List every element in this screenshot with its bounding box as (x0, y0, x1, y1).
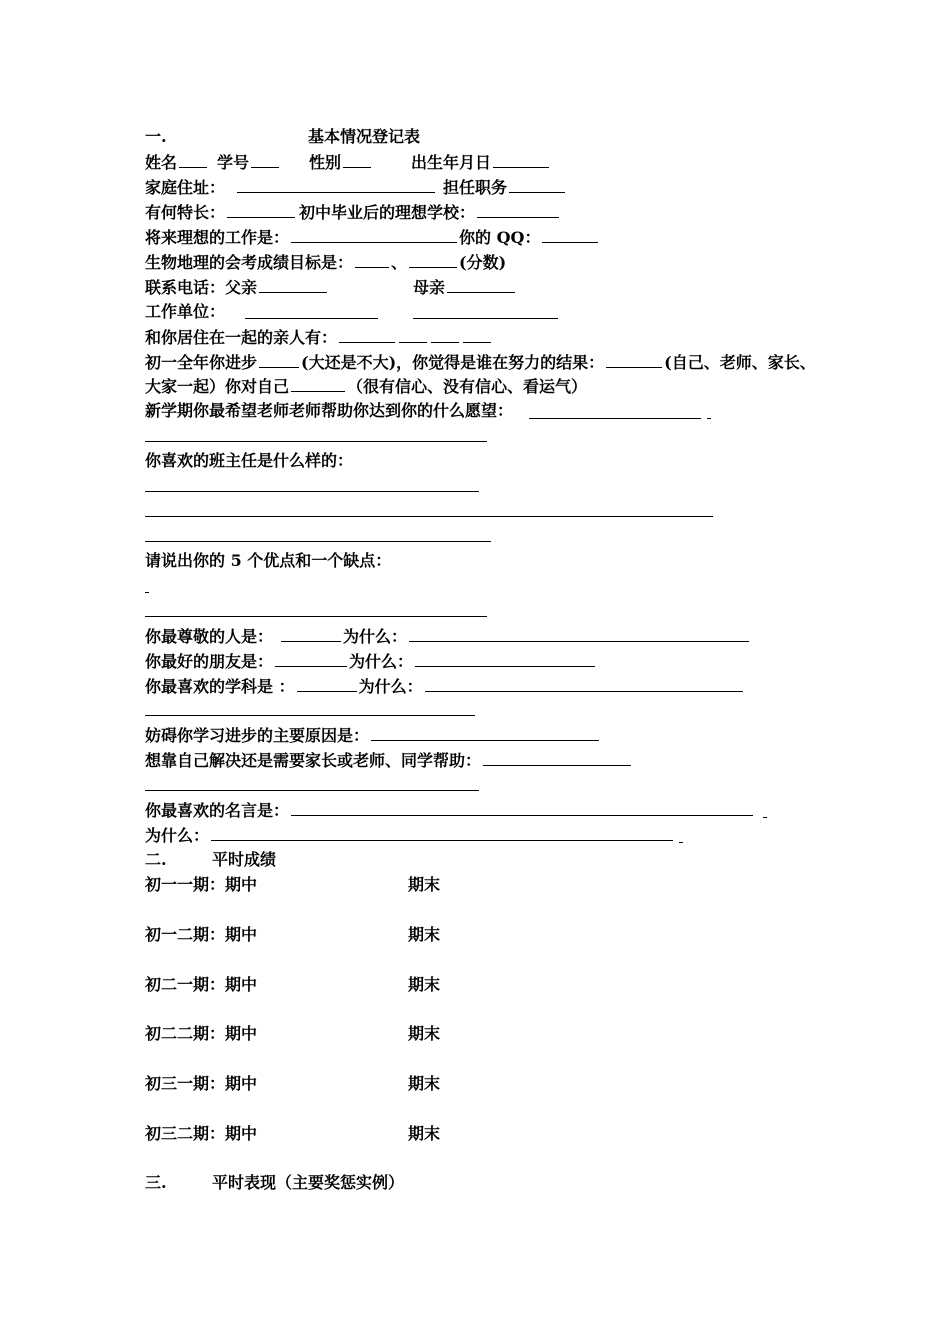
dash-mark (707, 418, 711, 419)
row-work-unit (145, 300, 225, 324)
grade-term-label: 初二二期：期中 (145, 1024, 258, 1043)
grade-term-label: 初一二期：期中 (145, 925, 258, 944)
section3-title-row (212, 1171, 404, 1195)
name-label: 姓名 (145, 153, 178, 172)
grade-row-term (145, 1072, 257, 1096)
student-id-label: 学号 (217, 153, 250, 172)
duty-field[interactable] (509, 175, 565, 193)
solve-field[interactable] (483, 748, 631, 766)
gender-label: 性别 (309, 153, 342, 172)
respect-label: 你最尊敬的人是： (145, 627, 274, 646)
wish-field[interactable] (529, 418, 701, 419)
confidence-options: （很有信心、没有信心、看运气） (347, 377, 588, 396)
quote-why-field[interactable] (211, 823, 673, 841)
talent-field[interactable] (227, 200, 295, 218)
row-job (145, 225, 600, 249)
row-family (145, 325, 493, 349)
qq-label: 你的 QQ： (459, 228, 541, 247)
merits-label: 请说出你的 5 个优点和一个缺点： (145, 551, 392, 570)
obstacle-label: 妨碍你学习进步的主要原因是： (145, 726, 370, 745)
grade-term-label: 初一一期：期中 (145, 875, 258, 894)
exam-unit: (分数) (459, 253, 507, 272)
mother-phone-label: 母亲 (413, 278, 446, 297)
section1-number: 一. (145, 127, 167, 146)
exam-separator: 、 (391, 253, 408, 272)
progress-label: 初一全年你进步 (145, 353, 258, 372)
row-subject (145, 674, 745, 698)
exam-target-label: 生物地理的会考成绩目标是： (145, 253, 354, 272)
row-progress (145, 350, 816, 374)
grade-row-term (145, 1122, 257, 1146)
grade-final-label: 期末 (408, 1074, 441, 1093)
wish-field-line-2[interactable] (145, 441, 487, 442)
grade-row-final (408, 1022, 440, 1046)
progress-field[interactable] (259, 350, 299, 368)
grade-row-term (145, 973, 257, 997)
family-field-2[interactable] (399, 325, 427, 343)
grade-row-final (408, 873, 440, 897)
row-wish (145, 399, 513, 423)
solve-label: 想靠自己解决还是需要家长或老师、同学帮助： (145, 751, 482, 770)
father-phone-label: 联系电话：父亲 (145, 278, 258, 297)
geography-score-field[interactable] (409, 250, 457, 268)
friend-why-label: 为什么： (349, 652, 414, 671)
mother-phone-field[interactable] (447, 275, 515, 293)
grade-final-label: 期末 (408, 875, 441, 894)
gender-field[interactable] (343, 150, 371, 168)
obstacle-field[interactable] (371, 723, 599, 741)
grade-row-final (408, 973, 440, 997)
friend-why-field[interactable] (415, 649, 595, 667)
grade-term-label: 初三一期：期中 (145, 1074, 258, 1093)
address-label: 家庭住址： (145, 178, 226, 197)
row-obstacle (145, 723, 601, 747)
row-friend (145, 649, 597, 673)
section3-heading (145, 1171, 167, 1195)
grade-row-term (145, 1022, 257, 1046)
row-talent (145, 200, 561, 224)
friend-field[interactable] (275, 649, 347, 667)
work-unit-label: 工作单位： (145, 302, 226, 321)
family-field-3[interactable] (431, 325, 459, 343)
teacher-field-line-2[interactable] (145, 516, 713, 517)
solve-field-line-2[interactable] (145, 790, 479, 791)
dash-mark (679, 842, 683, 843)
grade-term-label: 初三二期：期中 (145, 1124, 258, 1143)
section3-title: 平时表现（主要奖惩实例） (212, 1173, 405, 1192)
row-phone-mother (413, 275, 517, 299)
merits-field[interactable] (145, 616, 487, 617)
effort-field[interactable] (606, 350, 662, 368)
qq-field[interactable] (542, 225, 598, 243)
ideal-school-label: 初中毕业后的理想学校： (299, 203, 476, 222)
section1-title: 基本情况登记表 (308, 127, 421, 146)
friend-label: 你最好的朋友是： (145, 652, 274, 671)
grade-row-final (408, 1122, 440, 1146)
ideal-job-label: 将来理想的工作是： (145, 228, 290, 247)
row-confidence (145, 374, 587, 398)
family-label: 和你居住在一起的亲人有： (145, 328, 338, 347)
row-exam-target (145, 250, 506, 274)
ideal-job-field[interactable] (291, 225, 457, 243)
row-quote (145, 798, 755, 822)
wish-label: 新学期你最希望老师老师帮助你达到你的什么愿望： (145, 401, 514, 420)
grade-row-final (408, 923, 440, 947)
row-solve (145, 748, 633, 772)
dash-mark (763, 817, 767, 818)
family-field-1[interactable] (339, 325, 395, 343)
birthdate-label: 出生年月日 (411, 153, 492, 172)
grade-final-label: 期末 (408, 1124, 441, 1143)
quote-field[interactable] (291, 798, 753, 816)
progress-question: (大还是不大)，你觉得是谁在努力的结果： (301, 353, 605, 372)
section1-heading (145, 125, 167, 149)
respect-why-label: 为什么： (343, 627, 408, 646)
biology-score-field[interactable] (355, 250, 389, 268)
row-address (145, 175, 567, 199)
subject-field[interactable] (297, 674, 357, 692)
row-teacher (145, 449, 353, 473)
student-id-field[interactable] (251, 150, 279, 168)
name-field[interactable] (179, 150, 207, 168)
mother-work-unit-field[interactable] (413, 318, 558, 319)
father-work-unit-field[interactable] (245, 318, 378, 319)
section2-title-row (212, 848, 276, 872)
section3-number: 三. (145, 1173, 167, 1192)
subject-why-field[interactable] (425, 674, 743, 692)
address-field[interactable] (237, 175, 435, 193)
teacher-field-line-3[interactable] (145, 541, 491, 542)
grade-row-term (145, 923, 257, 947)
confidence-label: 大家一起）你对自己 (145, 377, 290, 396)
quote-why-label: 为什么： (145, 826, 210, 845)
grade-final-label: 期末 (408, 925, 441, 944)
grade-row-final (408, 1072, 440, 1096)
section2-heading (145, 848, 167, 872)
teacher-field-line-1[interactable] (145, 491, 479, 492)
row-name (145, 150, 551, 174)
section2-number: 二. (145, 850, 167, 869)
grade-final-label: 期末 (408, 975, 441, 994)
row-phone (145, 275, 329, 299)
effort-options: (自己、老师、家长、 (664, 353, 816, 372)
confidence-field[interactable] (291, 374, 345, 392)
family-field-4[interactable] (463, 325, 491, 343)
subject-why-field-line-2[interactable] (145, 715, 475, 716)
ideal-school-field[interactable] (477, 200, 559, 218)
row-merits (145, 549, 391, 573)
father-phone-field[interactable] (259, 275, 327, 293)
grade-final-label: 期末 (408, 1024, 441, 1043)
quote-label: 你最喜欢的名言是： (145, 801, 290, 820)
grade-term-label: 初二一期：期中 (145, 975, 258, 994)
grade-row-term (145, 873, 257, 897)
section1-title-row (308, 125, 420, 149)
row-respect (145, 624, 751, 648)
respect-why-field[interactable] (409, 624, 749, 642)
duty-label: 担任职务 (443, 178, 508, 197)
subject-why-label: 为什么： (358, 677, 423, 696)
birthdate-field[interactable] (493, 150, 549, 168)
section2-title: 平时成绩 (212, 850, 277, 869)
respect-field[interactable] (281, 624, 341, 642)
teacher-label: 你喜欢的班主任是什么样的： (145, 451, 354, 470)
row-quote-why (145, 823, 675, 847)
subject-label: 你最喜欢的学科是 ： (145, 677, 295, 696)
talent-label: 有何特长： (145, 203, 226, 222)
dash-mark (145, 592, 149, 593)
